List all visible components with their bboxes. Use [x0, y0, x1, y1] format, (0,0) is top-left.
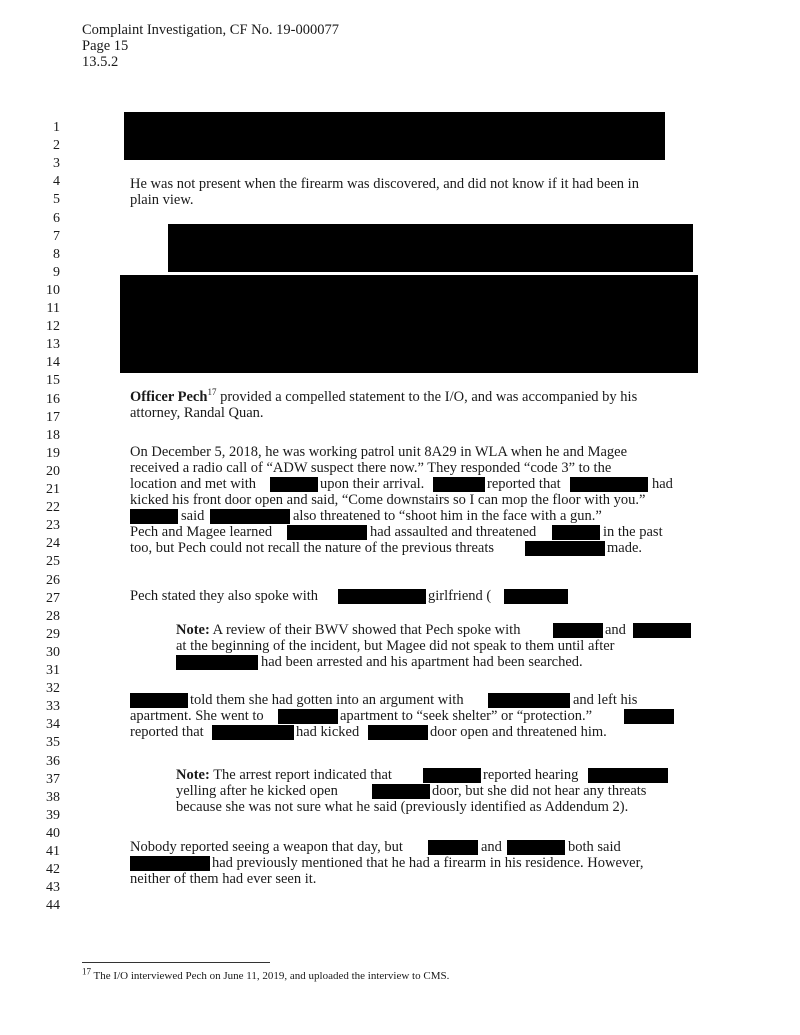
note-line: Note: The arrest report indicated that — [176, 767, 392, 783]
redaction-block — [176, 655, 258, 670]
paragraph-line-part: and — [481, 839, 502, 855]
line-number: 37 — [46, 771, 60, 787]
redaction-block — [130, 693, 188, 708]
line-number: 13 — [46, 337, 60, 353]
paragraph-line-part: had — [652, 476, 673, 492]
redaction-block — [552, 525, 600, 540]
line-number: 20 — [46, 463, 60, 479]
line-number: 4 — [53, 174, 60, 190]
redaction-block — [372, 784, 430, 799]
redaction-block — [338, 589, 426, 604]
footnote-divider — [82, 962, 270, 963]
line-number: 33 — [46, 699, 60, 715]
footnote-reference[interactable]: 17 — [207, 387, 217, 398]
line-number: 30 — [46, 644, 60, 660]
redaction-block — [624, 709, 674, 724]
paragraph-line-part: and — [605, 622, 626, 638]
line-number: 41 — [46, 844, 60, 859]
redaction-block — [368, 725, 428, 740]
paragraph-line: received a radio call of “ADW suspect there now.” They responded “code 3” to the — [130, 460, 612, 476]
redaction-block — [488, 693, 570, 708]
paragraph-line-part: said — [181, 508, 205, 524]
note-line: yelling after he kicked open — [176, 783, 338, 799]
line-number: 15 — [46, 373, 60, 389]
redaction-block — [633, 623, 691, 638]
paragraph-line-part: reported that — [130, 724, 204, 740]
line-number: 8 — [53, 246, 60, 262]
paragraph-line-part: upon their arrival. — [320, 476, 425, 492]
line-number: 5 — [53, 192, 60, 208]
note-label: Note: — [176, 622, 210, 638]
case-title: Complaint Investigation, CF No. 19-000077 — [82, 22, 339, 38]
line-number: 31 — [46, 663, 60, 678]
line-number: 35 — [46, 735, 60, 751]
line-number: 22 — [46, 500, 60, 516]
paragraph-line-part: made. — [607, 540, 643, 556]
line-number: 29 — [46, 626, 60, 642]
line-number: 17 — [46, 409, 60, 425]
paragraph-line-part: door, but she did not hear any threats — [432, 783, 647, 799]
line-number: 12 — [46, 319, 60, 335]
redaction-block — [168, 224, 693, 272]
line-number: 36 — [46, 753, 60, 769]
line-number: 39 — [46, 807, 60, 823]
paragraph-line-part: apartment to “seek shelter” or “protection.” — [340, 708, 593, 724]
line-number: 10 — [46, 282, 60, 298]
footnote-text: The I/O interviewed Pech on June 11, 2019, and uploaded the interview to CMS. — [91, 970, 450, 982]
paragraph-line-part: too, but Pech could not recall the nature of the previous threats — [130, 540, 495, 556]
paragraph-line-part: Pech and Magee learned — [130, 524, 273, 540]
paragraph-line-part: had kicked — [296, 724, 360, 740]
line-number: 42 — [46, 862, 60, 878]
redaction-block — [553, 623, 603, 638]
redaction-block — [210, 509, 290, 524]
document-header — [82, 22, 339, 70]
redaction-block — [212, 725, 294, 740]
redaction-block — [507, 840, 565, 855]
redaction-block — [130, 509, 178, 524]
redaction-block — [278, 709, 338, 724]
paragraph-line: plain view. — [130, 192, 194, 208]
redaction-block — [570, 477, 648, 492]
paragraph-line: kicked his front door open and said, “Come downstairs so I can mop the floor with you.” — [130, 492, 646, 508]
redaction-block — [120, 275, 698, 373]
paragraph-line-part: Pech stated they also spoke with — [130, 588, 319, 604]
paragraph-line-part: in the past — [603, 524, 663, 540]
line-number: 19 — [46, 445, 60, 461]
line-number: 32 — [46, 681, 60, 697]
redaction-block — [428, 840, 478, 855]
redaction-block — [433, 477, 485, 492]
line-number: 9 — [53, 264, 60, 280]
paragraph-line-part: both said — [568, 839, 621, 855]
paragraph-line-part: girlfriend ( — [428, 588, 492, 604]
note-label: Note: — [176, 767, 210, 783]
line-number: 3 — [53, 156, 60, 172]
line-number: 44 — [46, 898, 60, 914]
note-line: had been arrested and his apartment had been searched. — [261, 654, 583, 670]
line-number: 7 — [53, 228, 60, 244]
note-line: at the beginning of the incident, but Magee did not speak to them until after — [176, 638, 615, 654]
line-number: 28 — [46, 608, 60, 624]
paragraph-line-part: apartment. She went to — [130, 708, 264, 724]
note-line: Note: A review of their BWV showed that Pech spoke with — [176, 622, 521, 638]
line-number: 11 — [46, 301, 60, 316]
paragraph-line-part: also threatened to “shoot him in the face with a gun.” — [293, 508, 602, 524]
redaction-block — [525, 541, 605, 556]
line-number: 18 — [46, 427, 60, 443]
paragraph-line-part: Nobody reported seeing a weapon that day, but — [130, 839, 403, 855]
line-number: 34 — [46, 717, 60, 733]
line-number: 6 — [53, 210, 60, 226]
redaction-block — [588, 768, 668, 783]
paragraph-line: On December 5, 2018, he was working patrol unit 8A29 in WLA when he and Magee — [130, 444, 628, 460]
paragraph-line-part: location and met with — [130, 476, 257, 492]
redaction-block — [504, 589, 568, 604]
paragraph-line: Officer Pech$^{17}$ provided a compelled statement to the I/O, and was accompanied by his — [130, 387, 638, 405]
line-number: 40 — [46, 825, 60, 841]
paragraph-line-part: had assaulted and threatened — [370, 524, 537, 540]
paragraph-line-part: had previously mentioned that he had a firearm in his residence. However, — [212, 855, 644, 871]
note-line: because she was not sure what he said (previously identified as Addendum 2). — [176, 799, 629, 815]
line-number: 2 — [53, 138, 60, 154]
line-number: 16 — [46, 391, 60, 407]
line-number: 43 — [46, 880, 60, 896]
line-number: 38 — [46, 789, 60, 805]
line-number: 26 — [46, 572, 60, 588]
line-number: 27 — [46, 590, 60, 606]
paragraph-line: He was not present when the firearm was discovered, and did not know if it had been in — [130, 176, 639, 192]
redaction-block — [287, 525, 367, 540]
line-number: 24 — [46, 536, 60, 552]
line-number: 23 — [46, 518, 60, 534]
line-number: 21 — [46, 482, 60, 497]
paragraph-line-part: and left his — [573, 692, 638, 708]
paragraph-line-part: reported that — [487, 476, 561, 492]
line-number: 14 — [46, 355, 60, 371]
line-number: 1 — [53, 120, 60, 135]
officer-name: Officer Pech — [130, 389, 208, 405]
redaction-block — [423, 768, 481, 783]
redaction-block — [130, 856, 210, 871]
footnote-mark: 17 — [82, 966, 91, 977]
paragraph-line: attorney, Randal Quan. — [130, 405, 264, 421]
paragraph-line-part: told them she had gotten into an argument with — [190, 692, 464, 708]
line-number: 25 — [46, 554, 60, 570]
paragraph-line-part: door open and threatened him. — [430, 724, 607, 740]
redaction-block — [124, 112, 665, 160]
paragraph-line-part: reported hearing — [483, 767, 579, 783]
redaction-block — [270, 477, 318, 492]
paragraph-line: neither of them had ever seen it. — [130, 871, 317, 887]
page-number: Page 15 — [82, 38, 129, 54]
footnote — [82, 966, 450, 983]
section-number: 13.5.2 — [82, 54, 119, 70]
